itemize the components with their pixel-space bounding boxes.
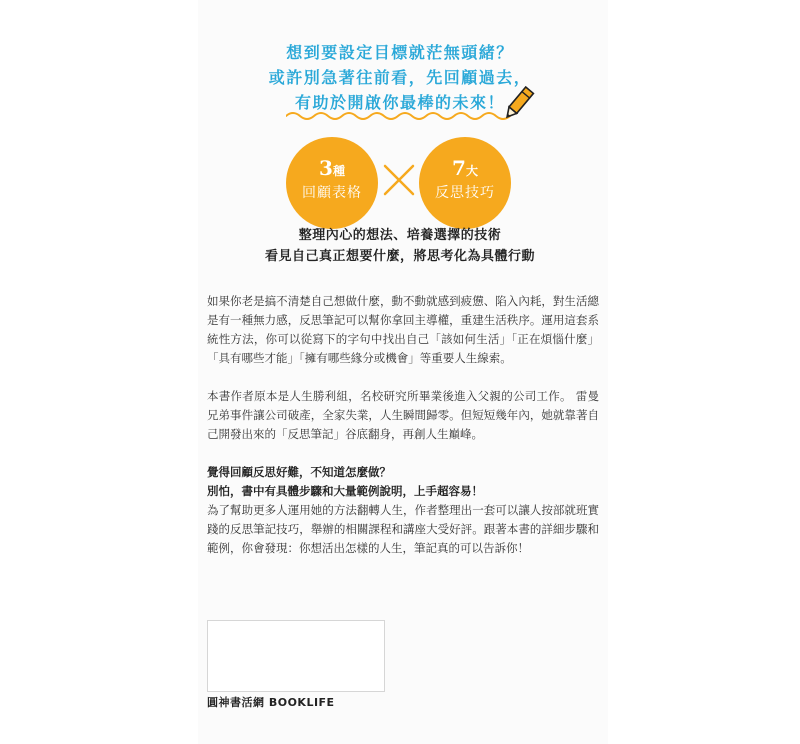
paragraph-3-heading-2: 別怕，書中有具體步驟和大量範例說明，上手超容易！: [207, 484, 483, 498]
embedded-placeholder-box: [207, 620, 385, 692]
pencil-icon: [500, 84, 536, 124]
tagline-line-1: 想到要設定目標就茫無頭緒？: [286, 43, 514, 62]
subtitle-line-1: 整理內心的想法、培養選擇的技術: [298, 228, 502, 243]
paragraph-2: 本書作者原本是人生勝利組，名校研究所畢業後進入父親的公司工作。 雷曼兄弟事件讓公司破產，全家失業，人生瞬間歸零。但短短幾年內，她就靠著自己開發出來的「反思筆記」谷底翻身，再創人生巔峰。: [207, 389, 599, 441]
paragraph-3-text: 為了幫助更多人運用她的方法翻轉人生，作者整理出一套可以讓人按部就班實踐的反思筆記技巧，舉辦的相關課程和講座大受好評。跟著本書的詳細步驟和範例，你會發現：你想活出怎樣的人生，筆記真的可以告訴你！: [207, 503, 599, 555]
times-icon: [382, 163, 416, 197]
circle-review-tables: [286, 137, 378, 229]
tagline-line-2: 或許別急著往前看，先回顧過去，: [268, 68, 532, 87]
subtitle-line-2: 看見自己真正想要什麼，將思考化為具體行動: [264, 249, 535, 264]
circle-reflection-skills: [419, 137, 511, 229]
header-tagline: [0, 40, 800, 115]
circle-1-number: 3: [319, 156, 333, 180]
wave-underline: [286, 110, 516, 122]
circle-1-label: 回顧表格: [302, 185, 362, 201]
circle-2-unit: 大: [465, 164, 478, 178]
paragraph-3-heading-1: 覺得回顧反思好難，不知道怎麼做？: [207, 465, 391, 479]
paragraph-1: 如果你老是搞不清楚自己想做什麼，動不動就感到疲憊、陷入內耗，對生活總是有一種無力感，反思筆記可以幫你拿回主導權，重建生活秩序。運用這套系統性方法，你可以從寫下的字句中找出自己「該如何生活」「正在煩惱什麼」「具有哪些才能」「擁有哪些緣分或機會」等重要人生線索。: [207, 294, 599, 365]
circle-2-number: 7: [452, 156, 466, 180]
paragraph-3: [207, 463, 599, 558]
booklife-logo[interactable]: 圓神書活網 BOOKLIFE: [207, 696, 335, 709]
circle-1-unit: 種: [332, 164, 345, 178]
subtitle: [0, 225, 800, 267]
circle-2-label: 反思技巧: [435, 185, 495, 201]
tagline-line-3: 有助於開啟你最棒的未來！: [294, 93, 505, 112]
description-body: [207, 292, 599, 577]
